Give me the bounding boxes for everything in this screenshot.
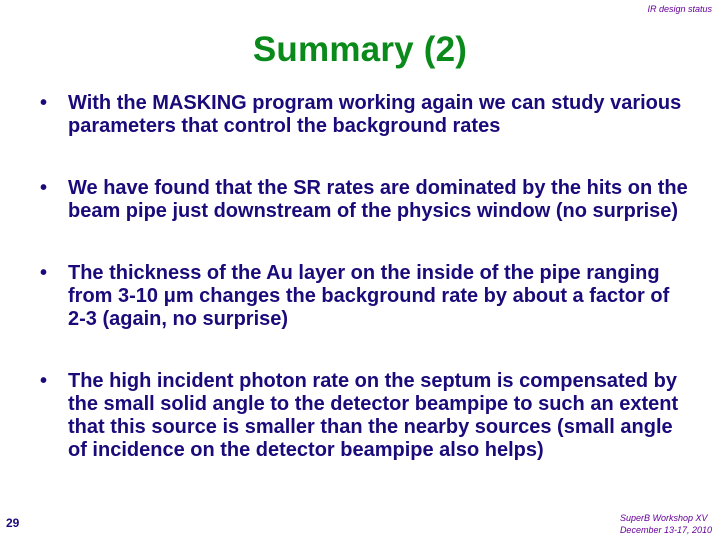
bullet-dot-icon: • bbox=[40, 262, 48, 284]
page-number: 29 bbox=[6, 516, 20, 530]
bullet-text: The thickness of the Au layer on the inside of the pipe ranging from 3-10 μm changes the background rate by about a factor of 2-3 (again, no surprise) bbox=[68, 262, 670, 330]
footer-event-note bbox=[620, 512, 712, 536]
header-tag: IR design status bbox=[647, 4, 712, 14]
bullet-text: We have found that the SR rates are dominated by the hits on the beam pipe just downstream of the physics window (no surprise) bbox=[68, 177, 688, 222]
footer-event-dates: December 13-17, 2010 bbox=[619, 525, 712, 535]
bullet-dot-icon: • bbox=[40, 177, 48, 199]
bullet-item bbox=[40, 370, 690, 462]
bullet-item bbox=[40, 92, 690, 138]
bullet-text: The high incident photon rate on the septum is compensated by the small solid angle to the detector beampipe to such an extent that this source is smaller than the nearby sources (small angle of incidence on the detector beampipe also helps) bbox=[68, 370, 679, 461]
bullet-list bbox=[40, 92, 690, 462]
bullet-dot-icon: • bbox=[40, 92, 48, 114]
bullet-text: With the MASKING program working again we can study various parameters that control the background rates bbox=[68, 92, 682, 137]
footer-event-name: SuperB Workshop XV bbox=[619, 513, 708, 523]
bullet-item bbox=[40, 177, 690, 223]
slide-title: Summary (2) bbox=[252, 30, 468, 69]
bullet-item bbox=[40, 262, 690, 331]
bullet-dot-icon: • bbox=[40, 370, 48, 392]
